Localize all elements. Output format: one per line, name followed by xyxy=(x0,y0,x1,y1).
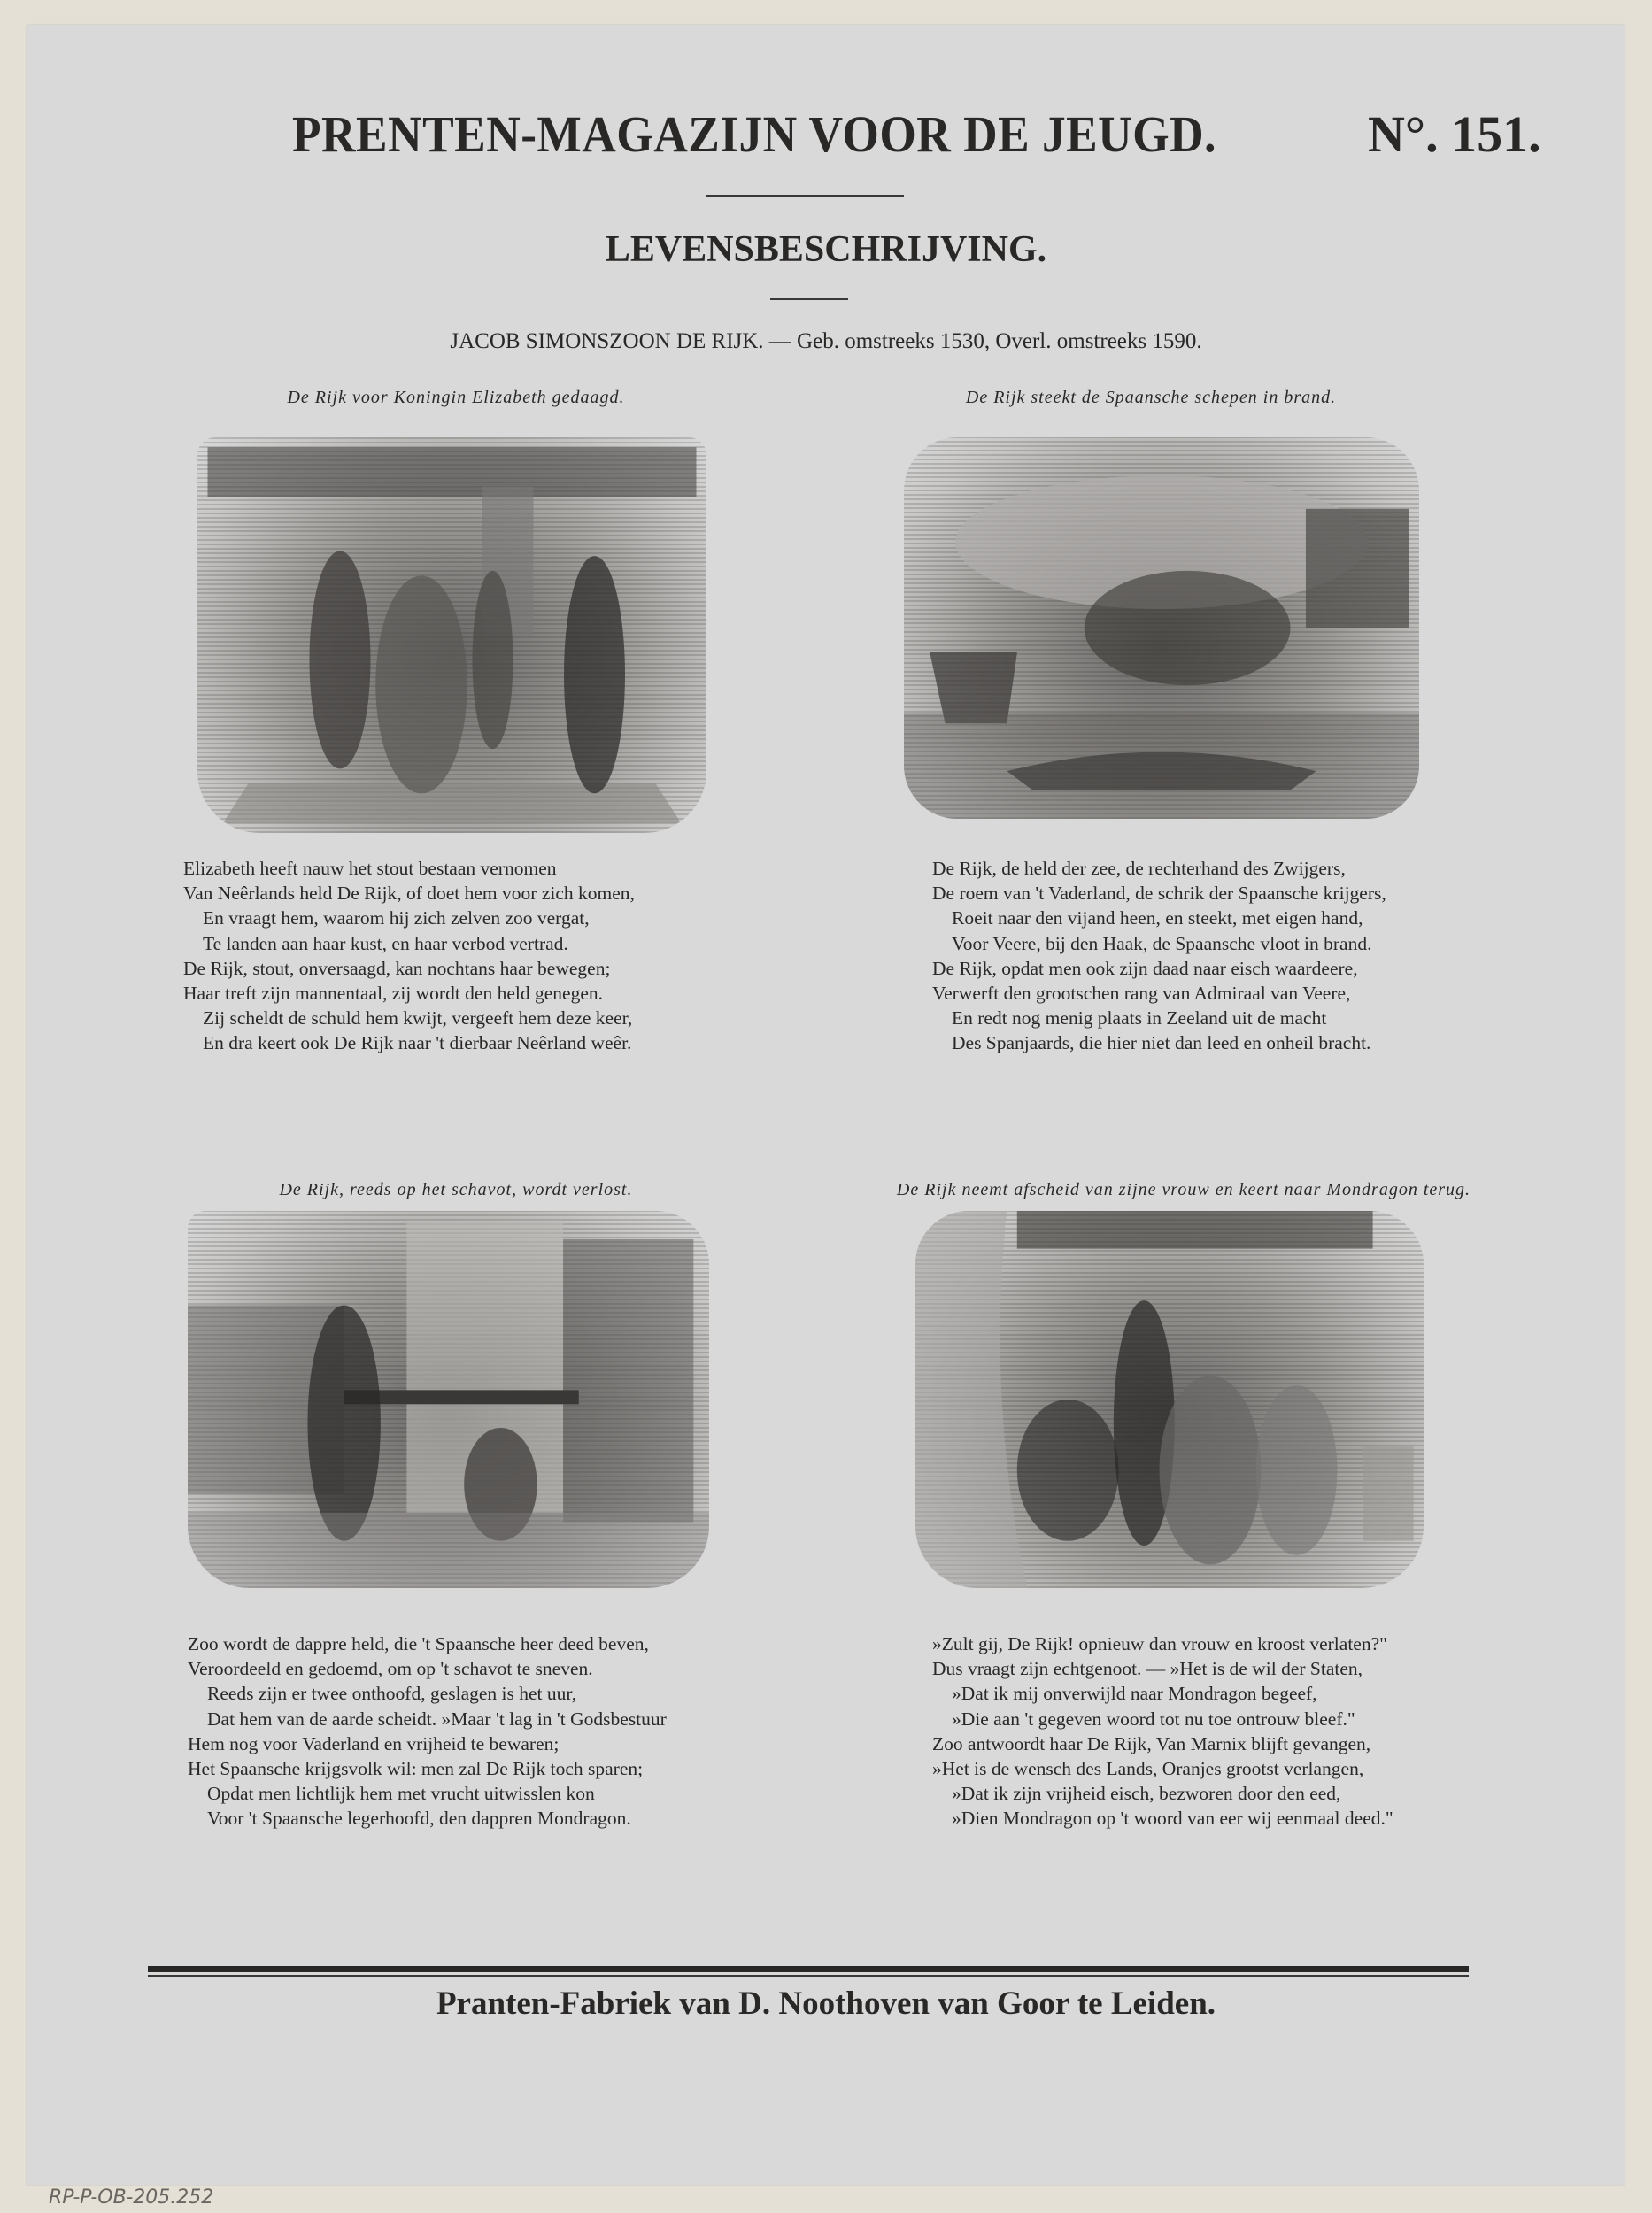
footer-rule xyxy=(148,1966,1469,1972)
subject-line: JACOB SIMONSZOON DE RIJK. — Geb. omstreeks 1530, Overl. omstreeks 1590. xyxy=(450,329,1202,353)
illustration-scaffold-rescue xyxy=(188,1211,709,1588)
panel-caption: De Rijk, reeds op het schavot, wordt verlost. xyxy=(279,1180,633,1199)
poem-stanza: Zoo wordt de dappre held, die 't Spaansche heer deed beven, Veroordeeld en gedoemd, om op 't schavot te sneven. Reeds zijn er twee onthoofd, geslagen is het uur, Dat hem van de aarde scheidt. »Maar 't lag in 't Godsbestuur Hem nog voor Vaderland en vrijheid te bewaren; Het Spaansche krijgsvolk wil: men zal De Rijk toch sparen; Opdat men lichtlijk hem met vrucht uitwisslen kon Voor 't Spaansche legerhoofd, den dappren Mondragon. xyxy=(188,1633,667,1830)
panel-caption: De Rijk neemt afscheid van zijne vrouw en keert naar Mondragon terug. xyxy=(896,1180,1471,1199)
poem-stanza: De Rijk, de held der zee, de rechterhand des Zwijgers, De roem van 't Vaderland, de schrik der Spaansche krijgers, Roeit naar den vijand heen, en steekt, met eigen hand, Voor Veere, bij den Haak, de Spaansche vloot in brand. De Rijk, opdat men ook zijn daad naar eisch waardeere, Verwerft den grootschen rang van Admiraal van Veere, En redt nog menig plaats in Zeeland uit de macht Des Spanjaards, die hier niet dan leed en onheil bracht. xyxy=(932,858,1386,1054)
inventory-number: RP-P-OB-205.252 xyxy=(49,2186,214,2209)
footer-rule-thin xyxy=(148,1975,1469,1977)
magazine-title: PRENTEN-MAGAZIJN VOOR DE JEUGD. xyxy=(292,105,1216,163)
poem-stanza: »Zult gij, De Rijk! opnieuw dan vrouw en kroost verlaten?" Dus vraagt zijn echtgenoot. — »Het is de wil der Staten, »Dat ik mij onverwijld naar Mondragon begeef, »Die aan 't gegeven woord tot nu toe ontrouw bleef." Zoo antwoordt haar De Rijk, Van Marnix blijft gevangen, »Het is de wensch des Lands, Oranjes grootst verlangen, »Dat ik zijn vrijheid eisch, bezworen door den eed, »Dien Mondragon op 't woord van eer wij eenmaal deed." xyxy=(932,1633,1393,1830)
publisher-imprint: Pranten-Fabriek van D. Noothoven van Goor te Leiden. xyxy=(436,1986,1216,2022)
panel-caption: De Rijk steekt de Spaansche schepen in brand. xyxy=(965,388,1337,407)
section-heading: LEVENSBESCHRIJVING. xyxy=(605,229,1047,270)
divider xyxy=(706,195,904,197)
illustration-queen-elizabeth xyxy=(197,437,706,833)
illustration-farewell xyxy=(915,1211,1424,1588)
divider xyxy=(770,298,848,300)
panel-caption: De Rijk voor Koningin Elizabeth gedaagd. xyxy=(287,388,625,407)
poem-stanza: Elizabeth heeft nauw het stout bestaan vernomen Van Neêrlands held De Rijk, of doet hem voor zich komen, En vraagt hem, waarom hij zich zelven zoo vergat, Te landen aan haar kust, en haar verbod vertrad. De Rijk, stout, onversaagd, kan nochtans haar bewegen; Haar treft zijn mannentaal, zij wordt den held genegen. Zij scheldt de schuld hem kwijt, vergeeft hem deze keer, En dra keert ook De Rijk naar 't dierbaar Neêrland weêr. xyxy=(183,858,635,1054)
illustration-ships-burning xyxy=(904,437,1419,819)
issue-number: N°. 151. xyxy=(1368,105,1541,163)
